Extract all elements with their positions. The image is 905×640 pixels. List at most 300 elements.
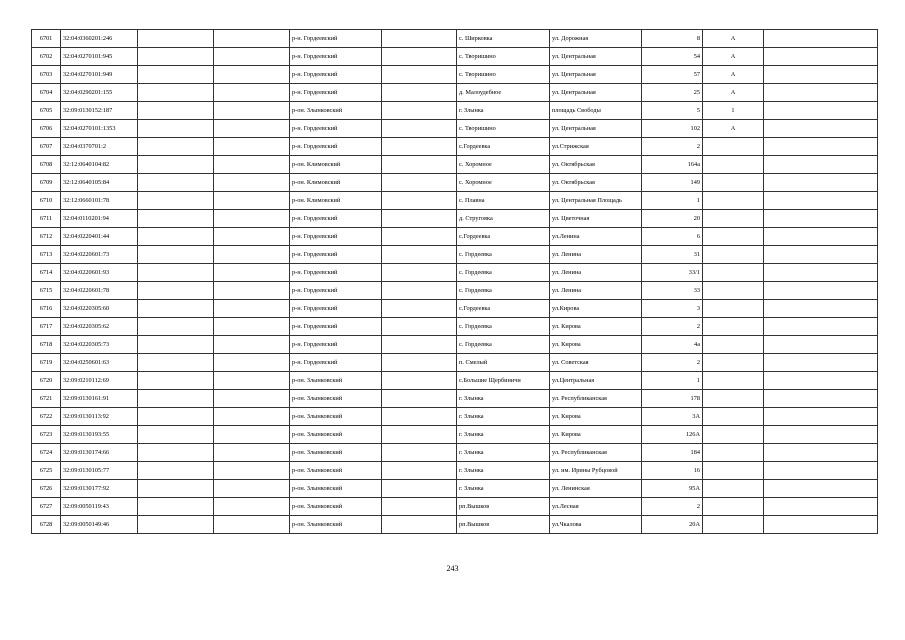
house-number-cell: 33/1	[642, 264, 703, 282]
street-cell: ул. Советская	[550, 354, 642, 372]
record-number-cell: 6721	[32, 390, 61, 408]
empty-cell	[138, 30, 214, 48]
cadastral-number-cell: 32:12:0660101:78	[61, 192, 138, 210]
street-cell: ул. им. Ирины Рубцовой	[550, 462, 642, 480]
table-row	[32, 120, 878, 138]
district-cell: р-н. Гордеевский	[290, 84, 382, 102]
empty-cell	[382, 390, 457, 408]
cadastral-number-cell: 32:04:0270101:945	[61, 48, 138, 66]
empty-cell	[764, 48, 878, 66]
street-cell: ул. Республиканская	[550, 444, 642, 462]
locality-cell: с.Гордеевка	[457, 228, 550, 246]
empty-cell	[382, 210, 457, 228]
empty-cell	[138, 354, 214, 372]
locality-cell: рп.Вышков	[457, 516, 550, 534]
table-row	[32, 138, 878, 156]
cadastral-number-cell: 32:04:0220401:44	[61, 228, 138, 246]
street-cell: ул. Центральная	[550, 48, 642, 66]
street-cell: ул.Ленина	[550, 228, 642, 246]
letter-cell: А	[703, 120, 764, 138]
house-number-cell: 31	[642, 246, 703, 264]
empty-cell	[382, 246, 457, 264]
cadastral-number-cell: 32:04:0220305:60	[61, 300, 138, 318]
street-cell: ул. Ленинская	[550, 480, 642, 498]
house-number-cell: 6	[642, 228, 703, 246]
empty-cell	[764, 372, 878, 390]
letter-cell	[703, 300, 764, 318]
record-number-cell: 6725	[32, 462, 61, 480]
empty-cell	[214, 228, 290, 246]
cadastral-number-cell: 32:09:0130113:92	[61, 408, 138, 426]
house-number-cell: 25	[642, 84, 703, 102]
cadastral-number-cell: 32:09:0130152:187	[61, 102, 138, 120]
empty-cell	[138, 174, 214, 192]
empty-cell	[214, 138, 290, 156]
district-cell: р-он. Злынковский	[290, 462, 382, 480]
cadastral-number-cell: 32:04:0250601:63	[61, 354, 138, 372]
table-row	[32, 282, 878, 300]
district-cell: р-он. Злынковский	[290, 480, 382, 498]
empty-cell	[214, 300, 290, 318]
locality-cell: с. Творишино	[457, 48, 550, 66]
table-row	[32, 426, 878, 444]
street-cell: ул. Ленина	[550, 264, 642, 282]
letter-cell	[703, 354, 764, 372]
address-register-table	[31, 29, 878, 534]
district-cell: р-н. Гордеевский	[290, 282, 382, 300]
empty-cell	[764, 264, 878, 282]
letter-cell	[703, 516, 764, 534]
cadastral-number-cell: 32:04:0110201:94	[61, 210, 138, 228]
locality-cell: г. Злынка	[457, 426, 550, 444]
district-cell: р-н. Гордеевский	[290, 120, 382, 138]
locality-cell: с. Гордеевка	[457, 246, 550, 264]
letter-cell	[703, 192, 764, 210]
cadastral-number-cell: 32:04:0270101:1353	[61, 120, 138, 138]
district-cell: р-он. Злынковский	[290, 498, 382, 516]
street-cell: ул. Центральная Площадь	[550, 192, 642, 210]
district-cell: р-н. Гордеевский	[290, 66, 382, 84]
empty-cell	[764, 336, 878, 354]
letter-cell	[703, 156, 764, 174]
empty-cell	[138, 192, 214, 210]
street-cell: ул. Центральная	[550, 84, 642, 102]
empty-cell	[214, 426, 290, 444]
empty-cell	[138, 498, 214, 516]
empty-cell	[764, 444, 878, 462]
empty-cell	[382, 462, 457, 480]
letter-cell	[703, 282, 764, 300]
empty-cell	[382, 228, 457, 246]
locality-cell: с.Гордеевка	[457, 138, 550, 156]
cadastral-number-cell: 32:09:0050119:43	[61, 498, 138, 516]
locality-cell: с. Ширковка	[457, 30, 550, 48]
empty-cell	[382, 372, 457, 390]
letter-cell	[703, 210, 764, 228]
house-number-cell: 1	[642, 192, 703, 210]
table-row	[32, 156, 878, 174]
letter-cell: А	[703, 48, 764, 66]
district-cell: р-н. Гордеевский	[290, 354, 382, 372]
cadastral-number-cell: 32:09:0130174:66	[61, 444, 138, 462]
letter-cell	[703, 264, 764, 282]
locality-cell: с. Творишино	[457, 120, 550, 138]
empty-cell	[214, 444, 290, 462]
empty-cell	[214, 210, 290, 228]
empty-cell	[382, 282, 457, 300]
house-number-cell: 1	[642, 372, 703, 390]
empty-cell	[138, 516, 214, 534]
letter-cell	[703, 336, 764, 354]
record-number-cell: 6720	[32, 372, 61, 390]
empty-cell	[214, 354, 290, 372]
street-cell: ул.Стрижская	[550, 138, 642, 156]
table-row	[32, 480, 878, 498]
locality-cell: с. Гордеевка	[457, 318, 550, 336]
house-number-cell: 3	[642, 300, 703, 318]
locality-cell: с. Творишино	[457, 66, 550, 84]
street-cell: ул. Республиканская	[550, 390, 642, 408]
street-cell: площадь Свободы	[550, 102, 642, 120]
record-number-cell: 6710	[32, 192, 61, 210]
empty-cell	[214, 174, 290, 192]
table-row	[32, 264, 878, 282]
street-cell: ул. Ленина	[550, 282, 642, 300]
empty-cell	[764, 138, 878, 156]
locality-cell: с. Гордеевка	[457, 264, 550, 282]
cadastral-number-cell: 32:04:0220601:73	[61, 246, 138, 264]
empty-cell	[214, 498, 290, 516]
table-row	[32, 66, 878, 84]
cadastral-number-cell: 32:09:0130177:92	[61, 480, 138, 498]
empty-cell	[764, 516, 878, 534]
empty-cell	[382, 192, 457, 210]
house-number-cell: 102	[642, 120, 703, 138]
district-cell: р-он. Злынковский	[290, 372, 382, 390]
empty-cell	[138, 48, 214, 66]
house-number-cell: 149	[642, 174, 703, 192]
empty-cell	[382, 300, 457, 318]
locality-cell: г. Злынка	[457, 462, 550, 480]
letter-cell: А	[703, 66, 764, 84]
cadastral-number-cell: 32:09:0130193:55	[61, 426, 138, 444]
district-cell: р-н. Гордеевский	[290, 30, 382, 48]
locality-cell: д. Малоудебное	[457, 84, 550, 102]
empty-cell	[764, 282, 878, 300]
district-cell: р-он. Злынковский	[290, 426, 382, 444]
record-number-cell: 6703	[32, 66, 61, 84]
empty-cell	[138, 282, 214, 300]
district-cell: р-н. Гордеевский	[290, 300, 382, 318]
house-number-cell: 33	[642, 282, 703, 300]
letter-cell	[703, 444, 764, 462]
letter-cell	[703, 246, 764, 264]
district-cell: р-он. Злынковский	[290, 408, 382, 426]
empty-cell	[214, 372, 290, 390]
empty-cell	[382, 66, 457, 84]
street-cell: ул. Октябрьская	[550, 174, 642, 192]
record-number-cell: 6711	[32, 210, 61, 228]
empty-cell	[382, 354, 457, 372]
empty-cell	[214, 120, 290, 138]
locality-cell: г. Злынка	[457, 102, 550, 120]
house-number-cell: 3А	[642, 408, 703, 426]
letter-cell	[703, 462, 764, 480]
empty-cell	[382, 138, 457, 156]
empty-cell	[138, 66, 214, 84]
house-number-cell: 4а	[642, 336, 703, 354]
district-cell: р-он. Злынковский	[290, 390, 382, 408]
empty-cell	[764, 84, 878, 102]
empty-cell	[138, 120, 214, 138]
table-row	[32, 174, 878, 192]
locality-cell: г. Злынка	[457, 444, 550, 462]
empty-cell	[764, 318, 878, 336]
empty-cell	[764, 102, 878, 120]
district-cell: р-он. Злынковский	[290, 444, 382, 462]
empty-cell	[214, 102, 290, 120]
record-number-cell: 6702	[32, 48, 61, 66]
table-row	[32, 246, 878, 264]
district-cell: р-н. Гордеевский	[290, 336, 382, 354]
empty-cell	[382, 84, 457, 102]
locality-cell: с.Гордеевка	[457, 300, 550, 318]
cadastral-number-cell: 32:12:0640104:82	[61, 156, 138, 174]
district-cell: р-он. Климовский	[290, 192, 382, 210]
house-number-cell: 2	[642, 138, 703, 156]
table-row	[32, 354, 878, 372]
empty-cell	[138, 102, 214, 120]
empty-cell	[764, 390, 878, 408]
district-cell: р-н. Гордеевский	[290, 246, 382, 264]
empty-cell	[764, 408, 878, 426]
empty-cell	[214, 516, 290, 534]
cadastral-number-cell: 32:09:0210112:69	[61, 372, 138, 390]
cadastral-number-cell: 32:04:0290201:155	[61, 84, 138, 102]
record-number-cell: 6701	[32, 30, 61, 48]
letter-cell	[703, 138, 764, 156]
record-number-cell: 6713	[32, 246, 61, 264]
letter-cell	[703, 408, 764, 426]
empty-cell	[138, 426, 214, 444]
record-number-cell: 6717	[32, 318, 61, 336]
empty-cell	[214, 318, 290, 336]
empty-cell	[764, 120, 878, 138]
letter-cell: 1	[703, 102, 764, 120]
table-row	[32, 300, 878, 318]
empty-cell	[138, 318, 214, 336]
letter-cell: А	[703, 84, 764, 102]
empty-cell	[138, 84, 214, 102]
empty-cell	[764, 300, 878, 318]
street-cell: ул.Лесная	[550, 498, 642, 516]
district-cell: р-н. Гордеевский	[290, 48, 382, 66]
street-cell: ул. Центральная	[550, 66, 642, 84]
locality-cell: с. Плавна	[457, 192, 550, 210]
cadastral-number-cell: 32:04:0370701:2	[61, 138, 138, 156]
empty-cell	[764, 174, 878, 192]
table-row	[32, 84, 878, 102]
empty-cell	[764, 354, 878, 372]
house-number-cell: 126А	[642, 426, 703, 444]
empty-cell	[214, 66, 290, 84]
empty-cell	[382, 120, 457, 138]
district-cell: р-н. Гордеевский	[290, 318, 382, 336]
district-cell: р-н. Гордеевский	[290, 138, 382, 156]
house-number-cell: 2	[642, 354, 703, 372]
empty-cell	[214, 84, 290, 102]
cadastral-number-cell: 32:04:0360201:246	[61, 30, 138, 48]
house-number-cell: 57	[642, 66, 703, 84]
letter-cell	[703, 318, 764, 336]
cadastral-number-cell: 32:09:0050149:46	[61, 516, 138, 534]
empty-cell	[138, 408, 214, 426]
letter-cell	[703, 372, 764, 390]
letter-cell	[703, 390, 764, 408]
locality-cell: рп.Вышков	[457, 498, 550, 516]
record-number-cell: 6704	[32, 84, 61, 102]
letter-cell	[703, 480, 764, 498]
record-number-cell: 6705	[32, 102, 61, 120]
table-body	[32, 30, 878, 534]
street-cell: ул. Кирова	[550, 318, 642, 336]
record-number-cell: 6719	[32, 354, 61, 372]
empty-cell	[764, 228, 878, 246]
table-row	[32, 444, 878, 462]
house-number-cell: 184	[642, 444, 703, 462]
house-number-cell: 95А	[642, 480, 703, 498]
empty-cell	[764, 192, 878, 210]
empty-cell	[382, 30, 457, 48]
locality-cell: г. Злынка	[457, 408, 550, 426]
empty-cell	[382, 264, 457, 282]
empty-cell	[382, 516, 457, 534]
district-cell: р-н. Гордеевский	[290, 210, 382, 228]
record-number-cell: 6726	[32, 480, 61, 498]
district-cell: р-он. Злынковский	[290, 516, 382, 534]
empty-cell	[382, 318, 457, 336]
letter-cell	[703, 426, 764, 444]
house-number-cell: 54	[642, 48, 703, 66]
cadastral-number-cell: 32:04:0270101:949	[61, 66, 138, 84]
empty-cell	[764, 480, 878, 498]
empty-cell	[764, 66, 878, 84]
cadastral-number-cell: 32:09:0130161:91	[61, 390, 138, 408]
table-row	[32, 408, 878, 426]
empty-cell	[764, 498, 878, 516]
empty-cell	[214, 282, 290, 300]
empty-cell	[138, 336, 214, 354]
cadastral-number-cell: 32:12:0640105:84	[61, 174, 138, 192]
empty-cell	[382, 174, 457, 192]
empty-cell	[764, 426, 878, 444]
empty-cell	[138, 138, 214, 156]
record-number-cell: 6716	[32, 300, 61, 318]
locality-cell: с. Хоромное	[457, 156, 550, 174]
street-cell: ул. Центральная	[550, 120, 642, 138]
empty-cell	[138, 444, 214, 462]
letter-cell	[703, 174, 764, 192]
house-number-cell: 20	[642, 210, 703, 228]
record-number-cell: 6715	[32, 282, 61, 300]
street-cell: ул. Кирова	[550, 336, 642, 354]
empty-cell	[214, 390, 290, 408]
locality-cell: с. Гордеевка	[457, 336, 550, 354]
table-row	[32, 228, 878, 246]
record-number-cell: 6722	[32, 408, 61, 426]
district-cell: р-н. Гордеевский	[290, 228, 382, 246]
cadastral-number-cell: 32:09:0130105:77	[61, 462, 138, 480]
empty-cell	[138, 300, 214, 318]
empty-cell	[382, 426, 457, 444]
empty-cell	[138, 156, 214, 174]
record-number-cell: 6709	[32, 174, 61, 192]
locality-cell: с. Хоромное	[457, 174, 550, 192]
locality-cell: с.Большие Щербиничи	[457, 372, 550, 390]
empty-cell	[382, 48, 457, 66]
record-number-cell: 6718	[32, 336, 61, 354]
empty-cell	[214, 264, 290, 282]
empty-cell	[382, 444, 457, 462]
empty-cell	[214, 336, 290, 354]
district-cell: р-он. Злынковский	[290, 102, 382, 120]
cadastral-number-cell: 32:04:0220305:62	[61, 318, 138, 336]
record-number-cell: 6724	[32, 444, 61, 462]
street-cell: ул. Октябрьская	[550, 156, 642, 174]
letter-cell	[703, 228, 764, 246]
empty-cell	[382, 498, 457, 516]
table-row	[32, 516, 878, 534]
locality-cell: с. Гордеевка	[457, 282, 550, 300]
empty-cell	[764, 156, 878, 174]
table-row	[32, 30, 878, 48]
table-row	[32, 372, 878, 390]
empty-cell	[382, 102, 457, 120]
empty-cell	[138, 210, 214, 228]
street-cell: ул.Кирова	[550, 300, 642, 318]
record-number-cell: 6706	[32, 120, 61, 138]
record-number-cell: 6712	[32, 228, 61, 246]
empty-cell	[138, 480, 214, 498]
empty-cell	[138, 228, 214, 246]
house-number-cell: 8	[642, 30, 703, 48]
table-row	[32, 102, 878, 120]
letter-cell	[703, 498, 764, 516]
table-row	[32, 336, 878, 354]
empty-cell	[214, 462, 290, 480]
empty-cell	[214, 192, 290, 210]
table-row	[32, 210, 878, 228]
page-number: 243	[446, 564, 459, 573]
empty-cell	[138, 372, 214, 390]
table-row	[32, 318, 878, 336]
empty-cell	[138, 390, 214, 408]
street-cell: ул.Чкалова	[550, 516, 642, 534]
empty-cell	[214, 156, 290, 174]
street-cell: ул. Цветочная	[550, 210, 642, 228]
street-cell: ул. Кирова	[550, 426, 642, 444]
empty-cell	[382, 336, 457, 354]
street-cell: ул.Центральная	[550, 372, 642, 390]
cadastral-number-cell: 32:04:0220601:78	[61, 282, 138, 300]
district-cell: р-он. Климовский	[290, 156, 382, 174]
empty-cell	[382, 156, 457, 174]
house-number-cell: 20А	[642, 516, 703, 534]
empty-cell	[138, 264, 214, 282]
record-number-cell: 6708	[32, 156, 61, 174]
empty-cell	[214, 480, 290, 498]
house-number-cell: 164а	[642, 156, 703, 174]
